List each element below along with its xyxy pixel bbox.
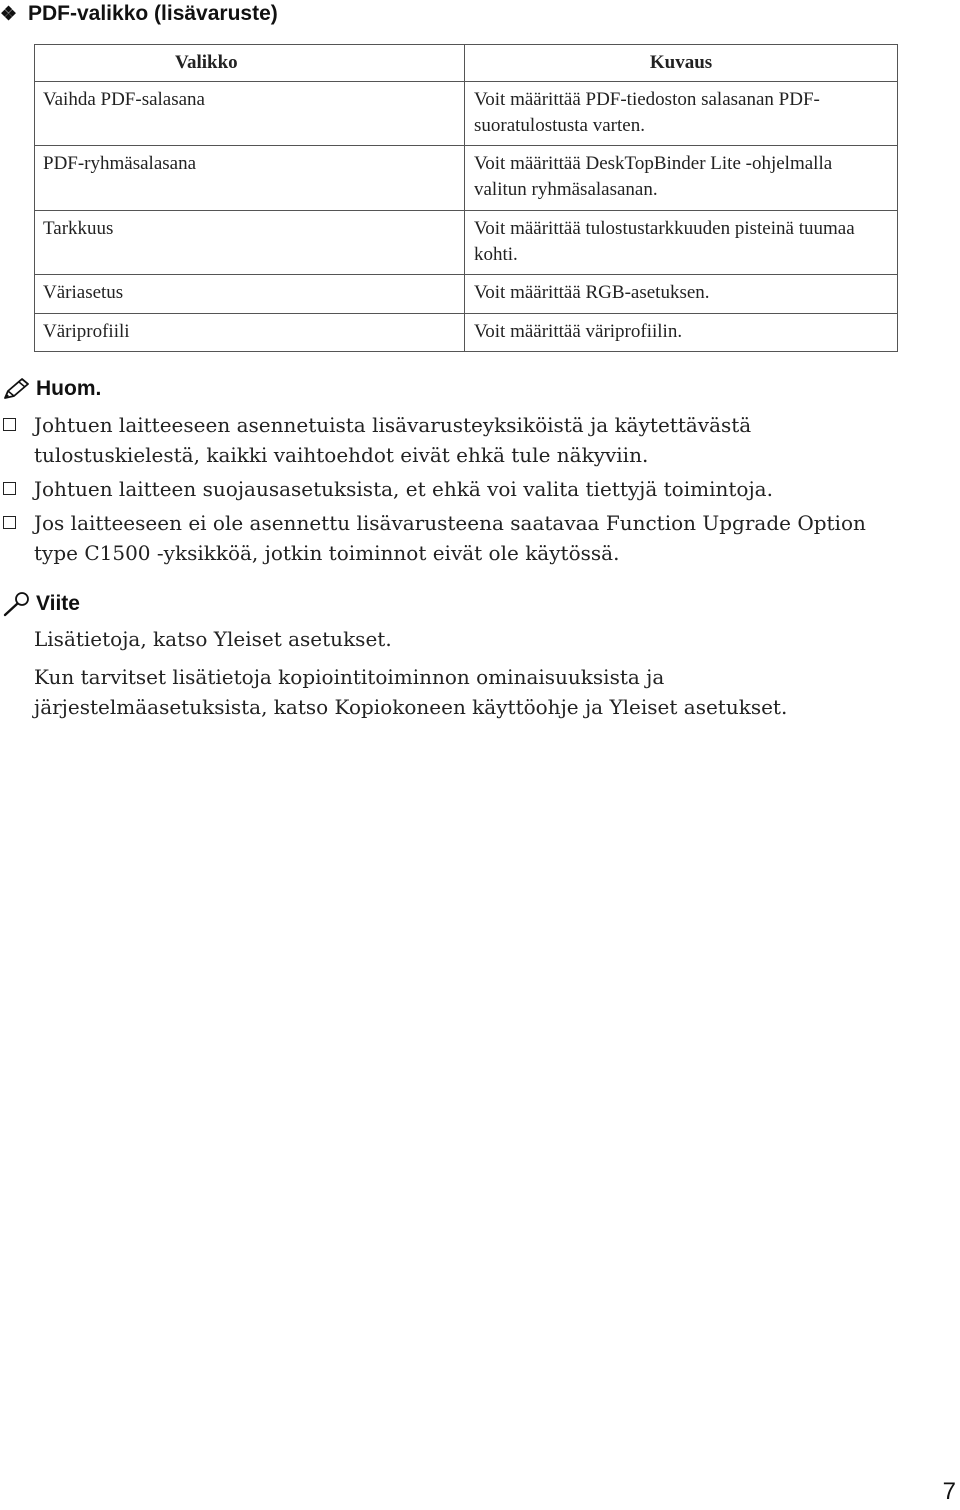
table-cell-desc: Voit määrittää väriprofiilin. (465, 314, 898, 352)
table-cell-menu: PDF-ryhmäsalasana (35, 146, 465, 211)
table-header-kuvaus: Kuvaus (465, 45, 898, 82)
diamond-bullet-icon: ❖ (0, 4, 18, 25)
table-row (35, 146, 898, 211)
table-row (35, 275, 898, 314)
table-row (35, 314, 898, 352)
table-row (35, 82, 898, 146)
list-item (0, 508, 900, 568)
note-heading (2, 377, 101, 401)
list-item-text: Johtuen laitteeseen asennetuista lisävarusteyksiköistä ja käytettävästä tulostuskielestä, kaikki vaihtoehdot eivät ehkä tule näkyviin. (34, 413, 752, 467)
checkbox-bullet-icon (3, 482, 16, 495)
table-cell-menu: Väriasetus (35, 275, 465, 314)
table-row (35, 211, 898, 275)
section-title-text: PDF-valikko (lisävaruste) (28, 2, 278, 25)
table-cell-menu: Tarkkuus (35, 211, 465, 275)
section-title (0, 2, 278, 26)
list-item-text: Johtuen laitteen suojausasetuksista, et ehkä voi valita tiettyjä toimintoja. (34, 477, 773, 501)
reference-heading-text: Viite (36, 592, 80, 615)
magnifier-icon (2, 591, 32, 617)
table-cell-desc: Voit määrittää tulostustarkkuuden pisteinä tuumaa kohti. (465, 211, 898, 275)
list-item (0, 474, 900, 504)
table-header-valikko: Valikko (35, 45, 465, 82)
reference-paragraph: Lisätietoja, katso Yleiset asetukset. (34, 627, 392, 651)
table-cell-desc: Voit määrittää RGB-asetuksen. (465, 275, 898, 314)
note-list (0, 410, 900, 572)
table-cell-desc: Voit määrittää DeskTopBinder Lite -ohjelmalla valitun ryhmäsalasanan. (465, 146, 898, 211)
list-item (0, 410, 900, 470)
checkbox-bullet-icon (3, 418, 16, 431)
page-number: 7 (942, 1478, 956, 1505)
reference-heading (2, 591, 80, 617)
note-heading-text: Huom. (36, 377, 102, 400)
table-cell-desc: Voit määrittää PDF-tiedoston salasanan PDF-suoratulostusta varten. (465, 82, 898, 146)
table-cell-menu: Väriprofiili (35, 314, 465, 352)
checkbox-bullet-icon (3, 516, 16, 529)
table-header-row (35, 45, 898, 82)
pencil-icon (2, 377, 32, 401)
table-cell-menu: Vaihda PDF-salasana (35, 82, 465, 146)
list-item-text: Jos laitteeseen ei ole asennettu lisävarusteena saatavaa Function Upgrade Option type C1500 -yksikköä, jotkin toiminnot eivät ole käytössä. (34, 511, 866, 565)
menu-table (34, 44, 898, 352)
reference-paragraph: Kun tarvitset lisätietoja kopiointitoiminnon ominaisuuksista ja järjestelmäasetuksista, katso Kopiokoneen käyttöohje ja Yleiset asetukset. (34, 665, 788, 719)
